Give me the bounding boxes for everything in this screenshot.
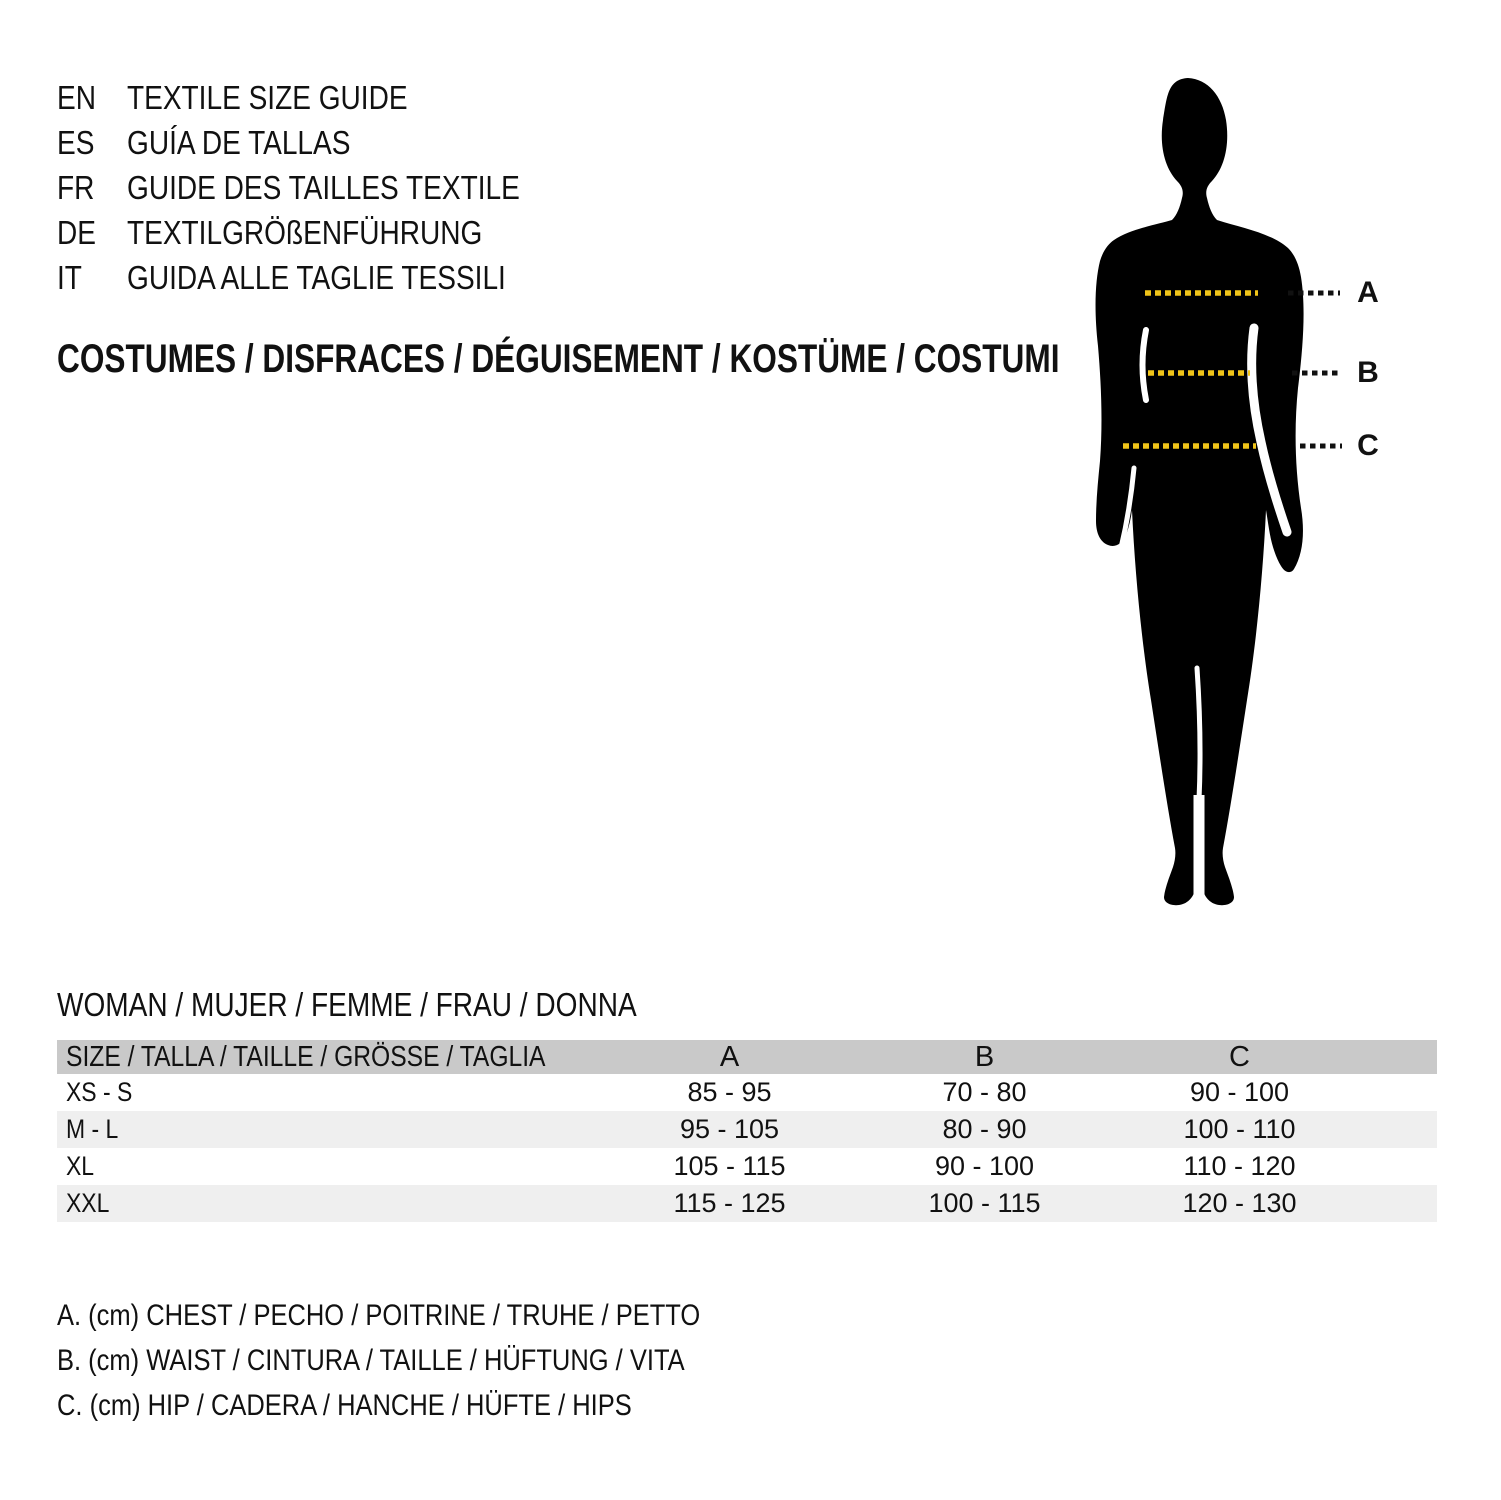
- legend-line-chest: A. (cm) CHEST / PECHO / POITRINE / TRUHE / PETTO: [57, 1299, 701, 1332]
- value-cell-b: 90 - 100: [934, 1151, 1035, 1181]
- table-row-xl: [57, 1148, 1437, 1185]
- value-cell-a: 115 - 125: [673, 1188, 786, 1218]
- legend-line-waist: B. (cm) WAIST / CINTURA / TAILLE / HÜFTUNG / VITA: [57, 1344, 685, 1377]
- value-cell-c: 120 - 130: [1182, 1188, 1297, 1218]
- language-title: GUIDA ALLE TAGLIE TESSILI: [127, 259, 506, 296]
- measurement-legend: [57, 1297, 814, 1432]
- table-row-xs-s: [57, 1074, 1437, 1111]
- language-code: IT: [57, 259, 82, 296]
- measure-label-hip: C: [1357, 429, 1379, 462]
- value-cell-b: 70 - 80: [942, 1077, 1027, 1107]
- value-cell-a: 85 - 95: [687, 1077, 772, 1107]
- size-cell: XS - S: [66, 1077, 133, 1107]
- language-code: EN: [57, 79, 96, 116]
- section-title-woman: WOMAN / MUJER / FEMME / FRAU / DONNA: [57, 986, 637, 1023]
- language-title: GUÍA DE TALLAS: [127, 124, 351, 161]
- value-cell-c: 100 - 110: [1183, 1114, 1296, 1144]
- size-table: [57, 1040, 1437, 1222]
- size-cell: XL: [66, 1151, 95, 1181]
- measure-label-chest: A: [1357, 276, 1379, 309]
- language-title: TEXTILGRÖßENFÜHRUNG: [127, 214, 483, 251]
- value-cell-a: 95 - 105: [679, 1114, 780, 1144]
- table-header-row: [57, 1040, 1437, 1074]
- value-cell-a: 105 - 115: [673, 1151, 786, 1181]
- measure-label-waist: B: [1357, 356, 1379, 389]
- table-row-xxl: [57, 1185, 1437, 1222]
- legend-line-hip: C. (cm) HIP / CADERA / HANCHE / HÜFTE / HIPS: [57, 1389, 632, 1422]
- header-col-c: C: [1229, 1040, 1250, 1073]
- header-col-a: A: [719, 1040, 740, 1073]
- value-cell-c: 90 - 100: [1189, 1077, 1290, 1107]
- language-title: TEXTILE SIZE GUIDE: [127, 79, 408, 116]
- language-code: ES: [57, 124, 95, 161]
- left-arm-gap: [1143, 330, 1147, 400]
- size-cell: XXL: [66, 1188, 110, 1218]
- value-cell-c: 110 - 120: [1183, 1151, 1296, 1181]
- table-row-m-l: [57, 1111, 1437, 1148]
- value-cell-b: 80 - 90: [942, 1114, 1027, 1144]
- header-col-b: B: [974, 1040, 995, 1073]
- size-cell: M - L: [66, 1114, 119, 1144]
- value-cell-b: 100 - 115: [928, 1188, 1041, 1218]
- category-line: COSTUMES / DISFRACES / DÉGUISEMENT / KOSTÜME / COSTUMI: [57, 337, 1060, 381]
- header-size-label: SIZE / TALLA / TAILLE / GRÖSSE / TAGLIA: [66, 1040, 546, 1073]
- leg-gap: [1197, 668, 1200, 800]
- language-code: DE: [57, 214, 96, 251]
- language-title: GUIDE DES TAILLES TEXTILE: [127, 169, 520, 206]
- language-code: FR: [57, 169, 95, 206]
